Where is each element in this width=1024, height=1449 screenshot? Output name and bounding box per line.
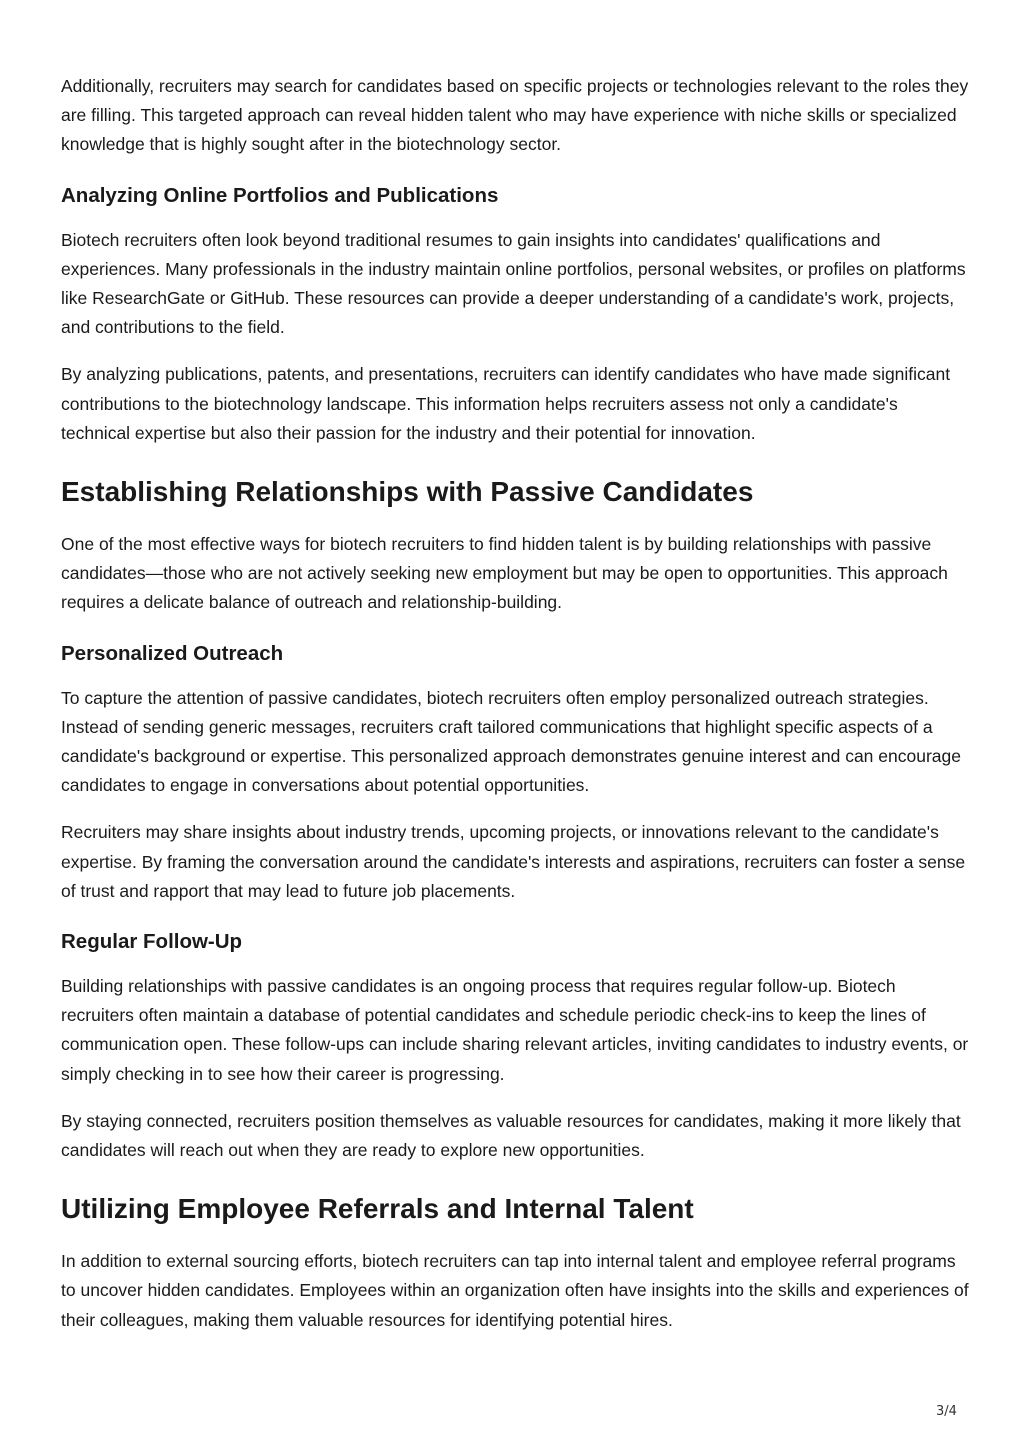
paragraph-beyond-resumes: Biotech recruiters often look beyond traditional resumes to gain insights into candidates' qualifications and experiences. Many professionals in the industry maintain online portfolios, personal websites, or profiles on platforms like ResearchGate or GitHub. These resources can provide a deeper understanding of a candidate's work, projects, and contributions to the field. [61, 229, 966, 338]
page-number: 3/4 [936, 1404, 957, 1419]
paragraph-internal-talent: In addition to external sourcing efforts, biotech recruiters can tap into internal talent and employee referral programs to uncover hidden candidates. Employees within an organization often have insights into the skills and experiences of their colleagues, making them valuable resources for identifying potential hires. [61, 1251, 969, 1330]
heading-employee-referrals: Utilizing Employee Referrals and Internal Talent [61, 1193, 694, 1225]
heading-regular-follow-up: Regular Follow-Up [61, 930, 243, 954]
paragraph-project-search: Additionally, recruiters may search for candidates based on specific projects or technologies relevant to the roles they are filling. This targeted approach can reveal hidden talent who may have experience with niche skills or specialized knowledge that is highly sought after in the biotechnology sector. [61, 76, 969, 155]
paragraph-outreach-strategies: To capture the attention of passive candidates, biotech recruiters often employ personalized outreach strategies. Instead of sending generic messages, recruiters craft tailored communications that highlight specific aspects of a candidate's background or expertise. This personalized approach demonstrates genuine interest and can encourage candidates to engage in conversations about potential opportunities. [61, 687, 961, 796]
paragraph-follow-up-process: Building relationships with passive candidates is an ongoing process that requires regular follow-up. Biotech recruiters often maintain a database of potential candidates and schedule periodic check-ins to keep the lines of communication open. These follow-ups can include sharing relevant articles, inviting candidates to industry events, or simply checking in to see how their career is progressing. [61, 976, 969, 1084]
paragraph-industry-insights: Recruiters may share insights about industry trends, upcoming projects, or innovations relevant to the candidate's expertise. By framing the conversation around the candidate's interests and aspirations, recruiters can foster a sense of trust and rapport that may lead to future job placements. [61, 822, 966, 901]
document-body [61, 72, 971, 1353]
paragraph-publications-patents: By analyzing publications, patents, and presentations, recruiters can identify candidates who have made significant contributions to the biotechnology landscape. This information helps recruiters assess not only a candidate's technical expertise but also their passion for the industry and their potential for innovation. [61, 364, 951, 443]
heading-analyzing-portfolios: Analyzing Online Portfolios and Publications [61, 183, 499, 207]
paragraph-staying-connected: By staying connected, recruiters position themselves as valuable resources for candidates, making it more likely that candidates will reach out when they are ready to explore new opportunities. [61, 1110, 961, 1161]
paragraph-building-relationships: One of the most effective ways for biotech recruiters to find hidden talent is by building relationships with passive candidates—those who are not actively seeking new employment but may be open to opportunities. This approach requires a delicate balance of outreach and relationship-building. [61, 534, 948, 613]
heading-passive-candidates: Establishing Relationships with Passive Candidates [61, 476, 754, 508]
heading-personalized-outreach: Personalized Outreach [61, 641, 284, 665]
